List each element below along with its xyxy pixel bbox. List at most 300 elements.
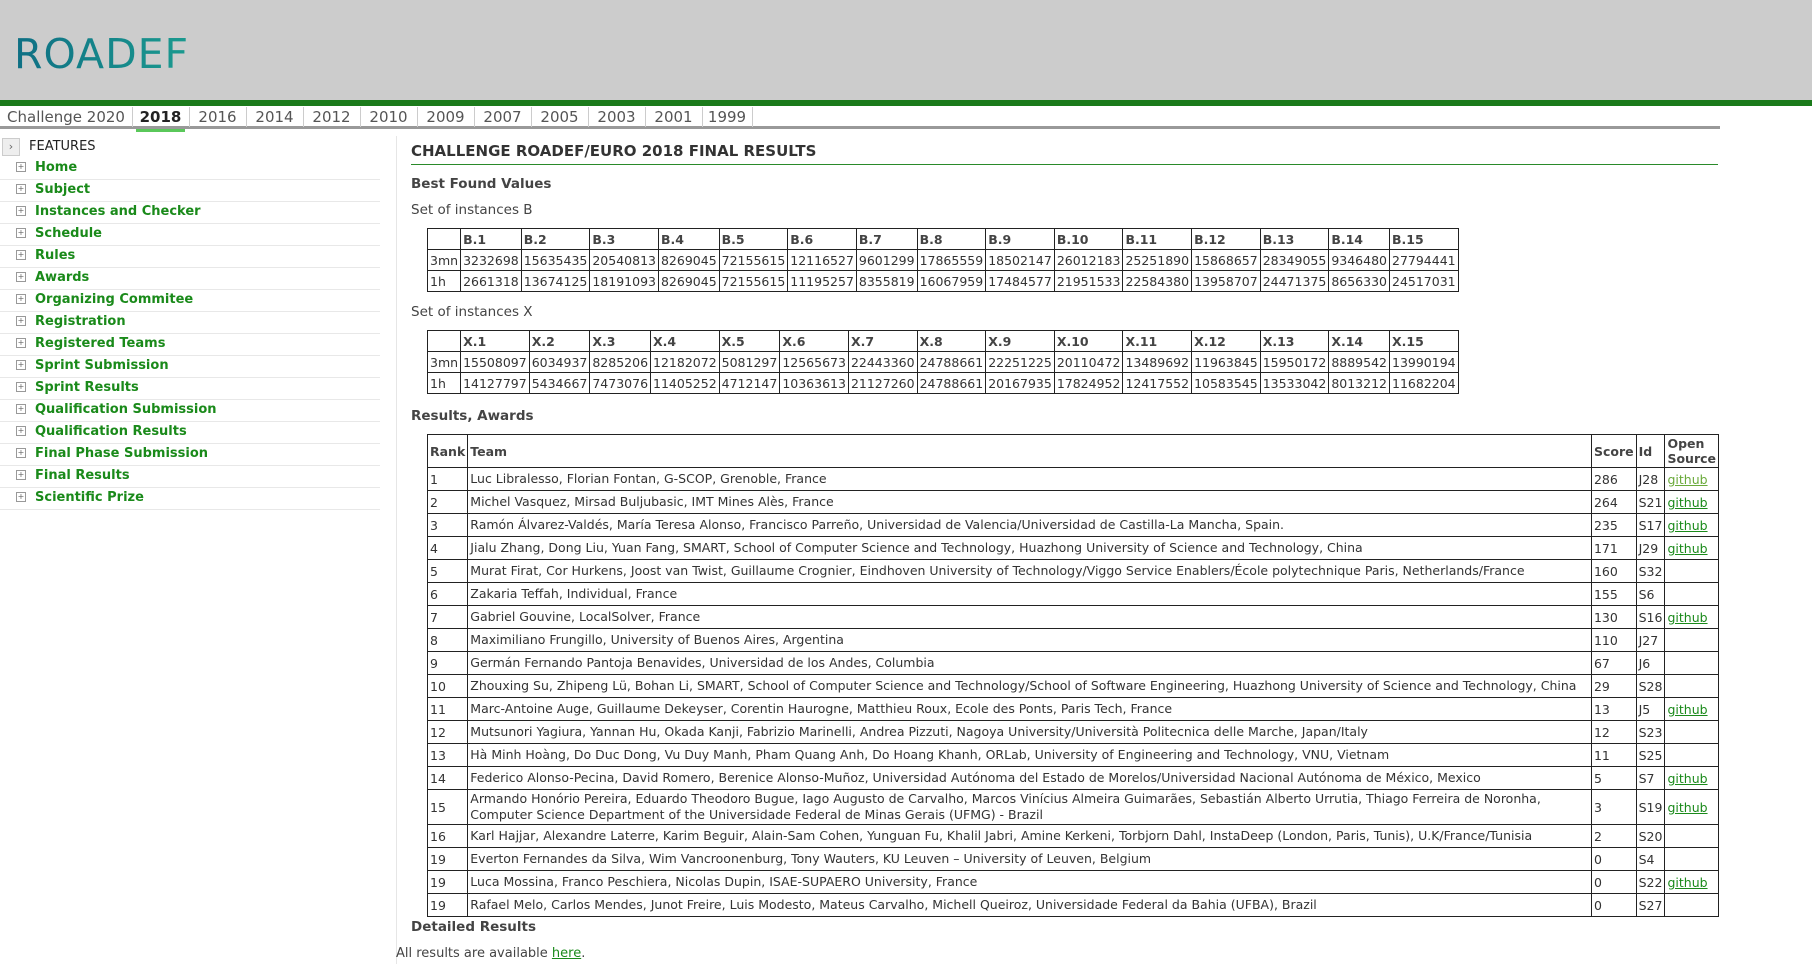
- team-cell: Germán Fernando Pantoja Benavides, Universidad de los Andes, Columbia: [468, 652, 1592, 675]
- github-link[interactable]: github: [1667, 540, 1708, 556]
- sidebar-link[interactable]: Sprint Submission: [35, 358, 169, 373]
- score-cell: 155: [1591, 583, 1636, 606]
- instance-header: X.3: [590, 331, 651, 352]
- results-heading: Results, Awards: [411, 408, 534, 424]
- tab-2010[interactable]: 2010: [360, 107, 418, 127]
- value-cell: 15508097: [461, 352, 530, 373]
- expand-icon: +: [17, 228, 25, 237]
- sidebar-item-instances-and-checker[interactable]: [0, 202, 380, 224]
- table-row: [428, 894, 1719, 917]
- value-cell: 21951533: [1054, 271, 1123, 292]
- tab-2012[interactable]: 2012: [303, 107, 361, 127]
- table-row: [428, 721, 1719, 744]
- table-row: [428, 606, 1719, 629]
- instance-header: X.9: [986, 331, 1055, 352]
- sidebar-divider: [396, 136, 397, 964]
- score-cell: 264: [1591, 491, 1636, 514]
- instance-header: X.13: [1260, 331, 1329, 352]
- score-cell: 160: [1591, 560, 1636, 583]
- github-link[interactable]: github: [1667, 609, 1708, 625]
- table-row: [428, 629, 1719, 652]
- rank-cell: 8: [428, 629, 468, 652]
- sidebar-item-schedule[interactable]: [0, 224, 380, 246]
- sidebar-item-qualification-results[interactable]: [0, 422, 380, 444]
- team-header: Team: [468, 435, 1592, 468]
- rank-header: Rank: [428, 435, 468, 468]
- expand-icon: +: [17, 250, 25, 259]
- open-source-header: Open Source: [1665, 435, 1719, 468]
- open-source-cell: [1665, 560, 1719, 583]
- value-cell: 12565673: [780, 352, 849, 373]
- instance-header: X.5: [719, 331, 780, 352]
- table-row: [428, 848, 1719, 871]
- sidebar-link[interactable]: Final Results: [35, 468, 130, 483]
- value-cell: 20540813: [590, 250, 659, 271]
- sidebar-item-sprint-results[interactable]: [0, 378, 380, 400]
- rank-cell: 12: [428, 721, 468, 744]
- results-link[interactable]: here: [551, 946, 582, 961]
- sidebar-item-subject[interactable]: [0, 180, 380, 202]
- score-cell: 171: [1591, 537, 1636, 560]
- team-cell: Gabriel Gouvine, LocalSolver, France: [468, 606, 1592, 629]
- rank-cell: 6: [428, 583, 468, 606]
- instance-header: X.11: [1123, 331, 1192, 352]
- year-tabs: [0, 106, 1720, 129]
- value-cell: 22443360: [848, 352, 917, 373]
- expand-icon: +: [17, 382, 25, 391]
- rank-cell: 2: [428, 491, 468, 514]
- value-cell: 24788661: [917, 373, 986, 394]
- id-cell: S32: [1636, 560, 1665, 583]
- id-cell: J6: [1636, 652, 1665, 675]
- time-limit-cell: 3mn: [428, 352, 461, 373]
- value-cell: 8285206: [590, 352, 651, 373]
- team-cell: Maximiliano Frungillo, University of Buenos Aires, Argentina: [468, 629, 1592, 652]
- team-cell: Karl Hajjar, Alexandre Laterre, Karim Beguir, Alain-Sam Cohen, Yunguan Fu, Khalil Jabri, Amine Kerkeni, Torbjorn Dahl, InstaDeep (London, Paris, Tunis), U.K/France/Tunisia: [468, 825, 1592, 848]
- value-cell: 3232698: [461, 250, 522, 271]
- rank-cell: 14: [428, 767, 468, 790]
- header: [0, 0, 1812, 100]
- instance-header: X.12: [1192, 331, 1261, 352]
- value-cell: 6034937: [529, 352, 590, 373]
- rank-cell: 19: [428, 871, 468, 894]
- rank-cell: 3: [428, 514, 468, 537]
- id-cell: J27: [1636, 629, 1665, 652]
- table-row: [428, 767, 1719, 790]
- score-cell: 0: [1591, 871, 1636, 894]
- rank-cell: 1: [428, 468, 468, 491]
- id-cell: S4: [1636, 848, 1665, 871]
- value-cell: 24788661: [917, 352, 986, 373]
- value-cell: 13674125: [521, 271, 590, 292]
- team-cell: Murat Firat, Cor Hurkens, Joost van Twist, Guillaume Crognier, Eindhoven University of Technology/Viggo Service Enablers/École polytechnique Paris, Netherlands/France: [468, 560, 1592, 583]
- set-b-table: [427, 228, 1459, 292]
- open-source-cell: [1665, 652, 1719, 675]
- id-cell: S17: [1636, 514, 1665, 537]
- id-cell: J29: [1636, 537, 1665, 560]
- github-link[interactable]: github: [1667, 517, 1708, 533]
- sidebar-item-awards[interactable]: [0, 268, 380, 290]
- value-cell: 5434667: [529, 373, 590, 394]
- score-cell: 5: [1591, 767, 1636, 790]
- value-cell: 25251890: [1123, 250, 1192, 271]
- time-limit-cell: 1h: [428, 271, 461, 292]
- id-cell: S6: [1636, 583, 1665, 606]
- value-cell: 10363613: [780, 373, 849, 394]
- expand-icon: +: [17, 426, 25, 435]
- value-cell: 17484577: [986, 271, 1055, 292]
- rank-cell: 16: [428, 825, 468, 848]
- instance-header: B.15: [1390, 229, 1459, 250]
- table-row: [428, 790, 1719, 825]
- instance-header: X.6: [780, 331, 849, 352]
- tab-2016[interactable]: 2016: [189, 107, 247, 127]
- table-row: [428, 373, 1459, 394]
- table-row: [428, 583, 1719, 606]
- id-cell: S28: [1636, 675, 1665, 698]
- team-cell: Zakaria Teffah, Individual, France: [468, 583, 1592, 606]
- value-cell: 72155615: [719, 250, 788, 271]
- value-cell: 14127797: [461, 373, 530, 394]
- sidebar-link[interactable]: Scientific Prize: [35, 490, 144, 505]
- value-cell: 15950172: [1260, 352, 1329, 373]
- sidebar-item-registration[interactable]: [0, 312, 380, 334]
- team-cell: Rafael Melo, Carlos Mendes, Junot Freire, Luis Modesto, Mateus Carvalho, Michell Queiroz, Universidade Federal da Bahia (UFBA), Brazil: [468, 894, 1592, 917]
- instance-header: X.4: [651, 331, 720, 352]
- table-row: [428, 250, 1459, 271]
- expand-icon: +: [17, 360, 25, 369]
- score-cell: 3: [1591, 790, 1636, 825]
- value-cell: 7473076: [590, 373, 651, 394]
- id-cell: J5: [1636, 698, 1665, 721]
- github-link[interactable]: github: [1667, 799, 1708, 815]
- value-cell: 11195257: [788, 271, 857, 292]
- table-row: [428, 271, 1459, 292]
- value-cell: 22251225: [986, 352, 1055, 373]
- id-cell: J28: [1636, 468, 1665, 491]
- table-row: [428, 491, 1719, 514]
- github-link[interactable]: github: [1667, 874, 1708, 890]
- sidebar-item-final-results[interactable]: [0, 466, 380, 488]
- sidebar-link[interactable]: Subject: [35, 182, 91, 197]
- score-cell: 11: [1591, 744, 1636, 767]
- rank-cell: 19: [428, 848, 468, 871]
- expand-icon: +: [17, 206, 25, 215]
- instance-header: B.9: [986, 229, 1055, 250]
- table-row: [428, 468, 1719, 491]
- table-row: [428, 825, 1719, 848]
- value-cell: 26012183: [1054, 250, 1123, 271]
- id-header: Id: [1636, 435, 1665, 468]
- rank-cell: 7: [428, 606, 468, 629]
- open-source-cell: [1665, 537, 1719, 560]
- instance-header: X.10: [1054, 331, 1123, 352]
- instance-header: X.7: [848, 331, 917, 352]
- open-source-cell: [1665, 721, 1719, 744]
- github-link[interactable]: github: [1667, 701, 1708, 717]
- tab-2001[interactable]: 2001: [645, 107, 703, 127]
- value-cell: 12417552: [1123, 373, 1192, 394]
- value-cell: 2661318: [461, 271, 522, 292]
- tab-challenge-2020[interactable]: Challenge 2020: [0, 107, 133, 127]
- team-cell: Luc Libralesso, Florian Fontan, G-SCOP, Grenoble, France: [468, 468, 1592, 491]
- sidebar-link[interactable]: Sprint Results: [35, 380, 139, 395]
- score-cell: 110: [1591, 629, 1636, 652]
- sidebar-link[interactable]: Qualification Submission: [35, 402, 217, 417]
- expand-icon: +: [17, 294, 25, 303]
- table-row: [428, 652, 1719, 675]
- table-row: [428, 560, 1719, 583]
- value-cell: 13958707: [1192, 271, 1261, 292]
- corner-cell: [428, 331, 461, 352]
- value-cell: 20110472: [1054, 352, 1123, 373]
- time-limit-cell: 3mn: [428, 250, 461, 271]
- open-source-cell: [1665, 675, 1719, 698]
- value-cell: 17865559: [917, 250, 986, 271]
- expand-icon: +: [17, 404, 25, 413]
- features-header[interactable]: [0, 136, 382, 158]
- team-cell: Ramón Álvarez-Valdés, María Teresa Alonso, Francisco Parreño, Universidad de Valencia/Universidad de Castilla-La Mancha, Spain.: [468, 514, 1592, 537]
- instance-header: B.3: [590, 229, 659, 250]
- open-source-cell: [1665, 744, 1719, 767]
- open-source-cell: [1665, 871, 1719, 894]
- expand-icon: +: [17, 338, 25, 347]
- instance-header: X.14: [1329, 331, 1390, 352]
- id-cell: S7: [1636, 767, 1665, 790]
- footer-text: All results are available: [396, 946, 552, 961]
- team-cell: Jialu Zhang, Dong Liu, Yuan Fang, SMART, School of Computer Science and Technology, Huazhong University of Science and Technology, China: [468, 537, 1592, 560]
- score-cell: 0: [1591, 848, 1636, 871]
- value-cell: 16067959: [917, 271, 986, 292]
- id-cell: S23: [1636, 721, 1665, 744]
- sidebar-item-qualification-submission[interactable]: [0, 400, 380, 422]
- open-source-cell: [1665, 491, 1719, 514]
- instance-header: B.2: [521, 229, 590, 250]
- rank-cell: 13: [428, 744, 468, 767]
- score-cell: 67: [1591, 652, 1636, 675]
- sidebar-item-sprint-submission[interactable]: [0, 356, 380, 378]
- value-cell: 8355819: [856, 271, 917, 292]
- score-cell: 235: [1591, 514, 1636, 537]
- team-cell: Everton Fernandes da Silva, Wim Vancroonenburg, Tony Wauters, KU Leuven – University of Leuven, Belgium: [468, 848, 1592, 871]
- value-cell: 8013212: [1329, 373, 1390, 394]
- instance-header: B.5: [719, 229, 788, 250]
- score-cell: 0: [1591, 894, 1636, 917]
- sidebar-link[interactable]: Awards: [35, 270, 90, 285]
- results-table: [427, 434, 1719, 917]
- value-cell: 9346480: [1329, 250, 1390, 271]
- github-link[interactable]: github: [1667, 770, 1708, 786]
- expand-icon: +: [17, 162, 25, 171]
- value-cell: 13533042: [1260, 373, 1329, 394]
- sidebar-link[interactable]: Instances and Checker: [35, 204, 201, 219]
- open-source-cell: [1665, 606, 1719, 629]
- instance-header: B.1: [461, 229, 522, 250]
- instance-header: B.7: [856, 229, 917, 250]
- score-header: Score: [1591, 435, 1636, 468]
- value-cell: 22584380: [1123, 271, 1192, 292]
- instance-header: B.8: [917, 229, 986, 250]
- id-cell: S21: [1636, 491, 1665, 514]
- value-cell: 72155615: [719, 271, 788, 292]
- github-link[interactable]: github: [1667, 471, 1708, 487]
- corner-cell: [428, 229, 461, 250]
- table-row: [428, 871, 1719, 894]
- value-cell: 28349055: [1260, 250, 1329, 271]
- sidebar-item-registered-teams[interactable]: [0, 334, 380, 356]
- table-row: [428, 352, 1459, 373]
- github-link[interactable]: github: [1667, 494, 1708, 510]
- sidebar-link[interactable]: Organizing Commitee: [35, 292, 194, 307]
- expand-icon: +: [17, 448, 25, 457]
- value-cell: 24517031: [1390, 271, 1459, 292]
- value-cell: 5081297: [719, 352, 780, 373]
- sidebar-link[interactable]: Registration: [35, 314, 126, 329]
- best-found-heading: Best Found Values: [411, 176, 552, 192]
- open-source-cell: [1665, 825, 1719, 848]
- score-cell: 2: [1591, 825, 1636, 848]
- rank-cell: 11: [428, 698, 468, 721]
- value-cell: 13489692: [1123, 352, 1192, 373]
- open-source-cell: [1665, 468, 1719, 491]
- tab-2018[interactable]: 2018: [132, 107, 190, 127]
- table-row: [428, 537, 1719, 560]
- instance-header: B.10: [1054, 229, 1123, 250]
- sidebar-item-organizing-commitee[interactable]: [0, 290, 380, 312]
- team-cell: Armando Honório Pereira, Eduardo Theodoro Bugue, Iago Augusto de Carvalho, Marcos Vinícius Almeira Guimarães, Sebastián Alberto Urrutia, Thiago Ferreira de Noronha, Computer Science Department of the Universidade Federal de Minas Gerais (UFMG) - Brazil: [468, 790, 1592, 825]
- team-cell: Marc-Antoine Auge, Guillaume Dekeyser, Corentin Haurogne, Matthieu Roux, Ecole des Ponts, Paris Tech, France: [468, 698, 1592, 721]
- rank-cell: 15: [428, 790, 468, 825]
- expand-icon: +: [17, 492, 25, 501]
- rank-cell: 19: [428, 894, 468, 917]
- sidebar-link[interactable]: Schedule: [35, 226, 102, 241]
- score-cell: 130: [1591, 606, 1636, 629]
- sidebar-item-rules[interactable]: [0, 246, 380, 268]
- value-cell: 10583545: [1192, 373, 1261, 394]
- roadef-logo[interactable]: ROADEF: [14, 30, 190, 78]
- value-cell: 12182072: [651, 352, 720, 373]
- set-x-table: [427, 330, 1459, 394]
- id-cell: S19: [1636, 790, 1665, 825]
- value-cell: 18502147: [986, 250, 1055, 271]
- value-cell: 18191093: [590, 271, 659, 292]
- score-cell: 12: [1591, 721, 1636, 744]
- instance-header: X.15: [1390, 331, 1459, 352]
- expand-icon: +: [17, 272, 25, 281]
- instance-header: B.13: [1260, 229, 1329, 250]
- value-cell: 4712147: [719, 373, 780, 394]
- expand-icon: +: [17, 470, 25, 479]
- tab-2014[interactable]: 2014: [246, 107, 304, 127]
- score-cell: 286: [1591, 468, 1636, 491]
- value-cell: 20167935: [986, 373, 1055, 394]
- tab-1999[interactable]: 1999: [702, 107, 753, 127]
- instance-header: B.11: [1123, 229, 1192, 250]
- tab-2003[interactable]: 2003: [588, 107, 646, 127]
- team-cell: Michel Vasquez, Mirsad Buljubasic, IMT Mines Alès, France: [468, 491, 1592, 514]
- table-header-row: [428, 229, 1459, 250]
- rank-cell: 5: [428, 560, 468, 583]
- time-limit-cell: 1h: [428, 373, 461, 394]
- value-cell: 15868657: [1192, 250, 1261, 271]
- chevron-right-icon[interactable]: ›: [2, 138, 20, 156]
- value-cell: 13990194: [1390, 352, 1459, 373]
- team-cell: Zhouxing Su, Zhipeng Lü, Bohan Li, SMART, School of Computer Science and Technology/School of Software Engineering, Huazhong University of Science and Technology, China: [468, 675, 1592, 698]
- detailed-results-heading: Detailed Results: [411, 919, 537, 935]
- sidebar-link[interactable]: Qualification Results: [35, 424, 187, 439]
- rank-cell: 10: [428, 675, 468, 698]
- value-cell: 15635435: [521, 250, 590, 271]
- score-cell: 13: [1591, 698, 1636, 721]
- team-cell: Luca Mossina, Franco Peschiera, Nicolas Dupin, ISAE-SUPAERO University, France: [468, 871, 1592, 894]
- open-source-cell: [1665, 767, 1719, 790]
- tab-2009[interactable]: 2009: [417, 107, 475, 127]
- value-cell: 27794441: [1390, 250, 1459, 271]
- instance-header: B.14: [1329, 229, 1390, 250]
- value-cell: 11682204: [1390, 373, 1459, 394]
- rank-cell: 4: [428, 537, 468, 560]
- sidebar: [0, 136, 382, 510]
- features-title: FEATURES: [29, 139, 96, 154]
- id-cell: S22: [1636, 871, 1665, 894]
- table-row: [428, 514, 1719, 537]
- sidebar-link[interactable]: Registered Teams: [35, 336, 166, 351]
- table-row: [428, 698, 1719, 721]
- instance-header: X.2: [529, 331, 590, 352]
- page-title: CHALLENGE ROADEF/EURO 2018 FINAL RESULTS: [411, 142, 1718, 165]
- sidebar-link[interactable]: Home: [35, 160, 78, 175]
- tab-2005[interactable]: 2005: [531, 107, 589, 127]
- value-cell: 8269045: [658, 271, 719, 292]
- instance-header: B.12: [1192, 229, 1261, 250]
- id-cell: S25: [1636, 744, 1665, 767]
- value-cell: 17824952: [1054, 373, 1123, 394]
- tab-2007[interactable]: 2007: [474, 107, 532, 127]
- team-cell: Hà Minh Hoàng, Do Duc Dong, Vu Duy Manh, Pham Quang Anh, Do Hoang Khanh, ORLab, University of Engineering and Technology, VNU, Vietnam: [468, 744, 1592, 767]
- sidebar-item-final-phase-submission[interactable]: [0, 444, 380, 466]
- table-header-row: [428, 331, 1459, 352]
- id-cell: S20: [1636, 825, 1665, 848]
- open-source-cell: [1665, 848, 1719, 871]
- results-header-row: [428, 435, 1719, 468]
- footer-end: .: [581, 946, 586, 961]
- instance-header: X.1: [461, 331, 530, 352]
- team-cell: Mutsunori Yagiura, Yannan Hu, Okada Kanji, Fabrizio Marinelli, Andrea Pizzuti, Nagoya University/Università Politecnica delle Marche, Japan/Italy: [468, 721, 1592, 744]
- rank-cell: 9: [428, 652, 468, 675]
- value-cell: 21127260: [848, 373, 917, 394]
- id-cell: S27: [1636, 894, 1665, 917]
- open-source-cell: [1665, 514, 1719, 537]
- value-cell: 8269045: [658, 250, 719, 271]
- footer-note: [396, 946, 585, 961]
- id-cell: S16: [1636, 606, 1665, 629]
- expand-icon: +: [17, 184, 25, 193]
- value-cell: 8656330: [1329, 271, 1390, 292]
- instance-header: X.8: [917, 331, 986, 352]
- open-source-cell: [1665, 629, 1719, 652]
- sidebar-link[interactable]: Final Phase Submission: [35, 446, 209, 461]
- instance-header: B.6: [788, 229, 857, 250]
- open-source-cell: [1665, 583, 1719, 606]
- sidebar-item-scientific-prize[interactable]: [0, 488, 380, 510]
- sidebar-item-home[interactable]: [0, 158, 380, 180]
- table-row: [428, 744, 1719, 767]
- open-source-cell: [1665, 894, 1719, 917]
- set-b-heading: Set of instances B: [411, 202, 533, 218]
- score-cell: 29: [1591, 675, 1636, 698]
- team-cell: Federico Alonso-Pecina, David Romero, Berenice Alonso-Muñoz, Universidad Autónoma del Estado de Morelos/Universidad Nacional Autónoma de México, Mexico: [468, 767, 1592, 790]
- sidebar-link[interactable]: Rules: [35, 248, 76, 263]
